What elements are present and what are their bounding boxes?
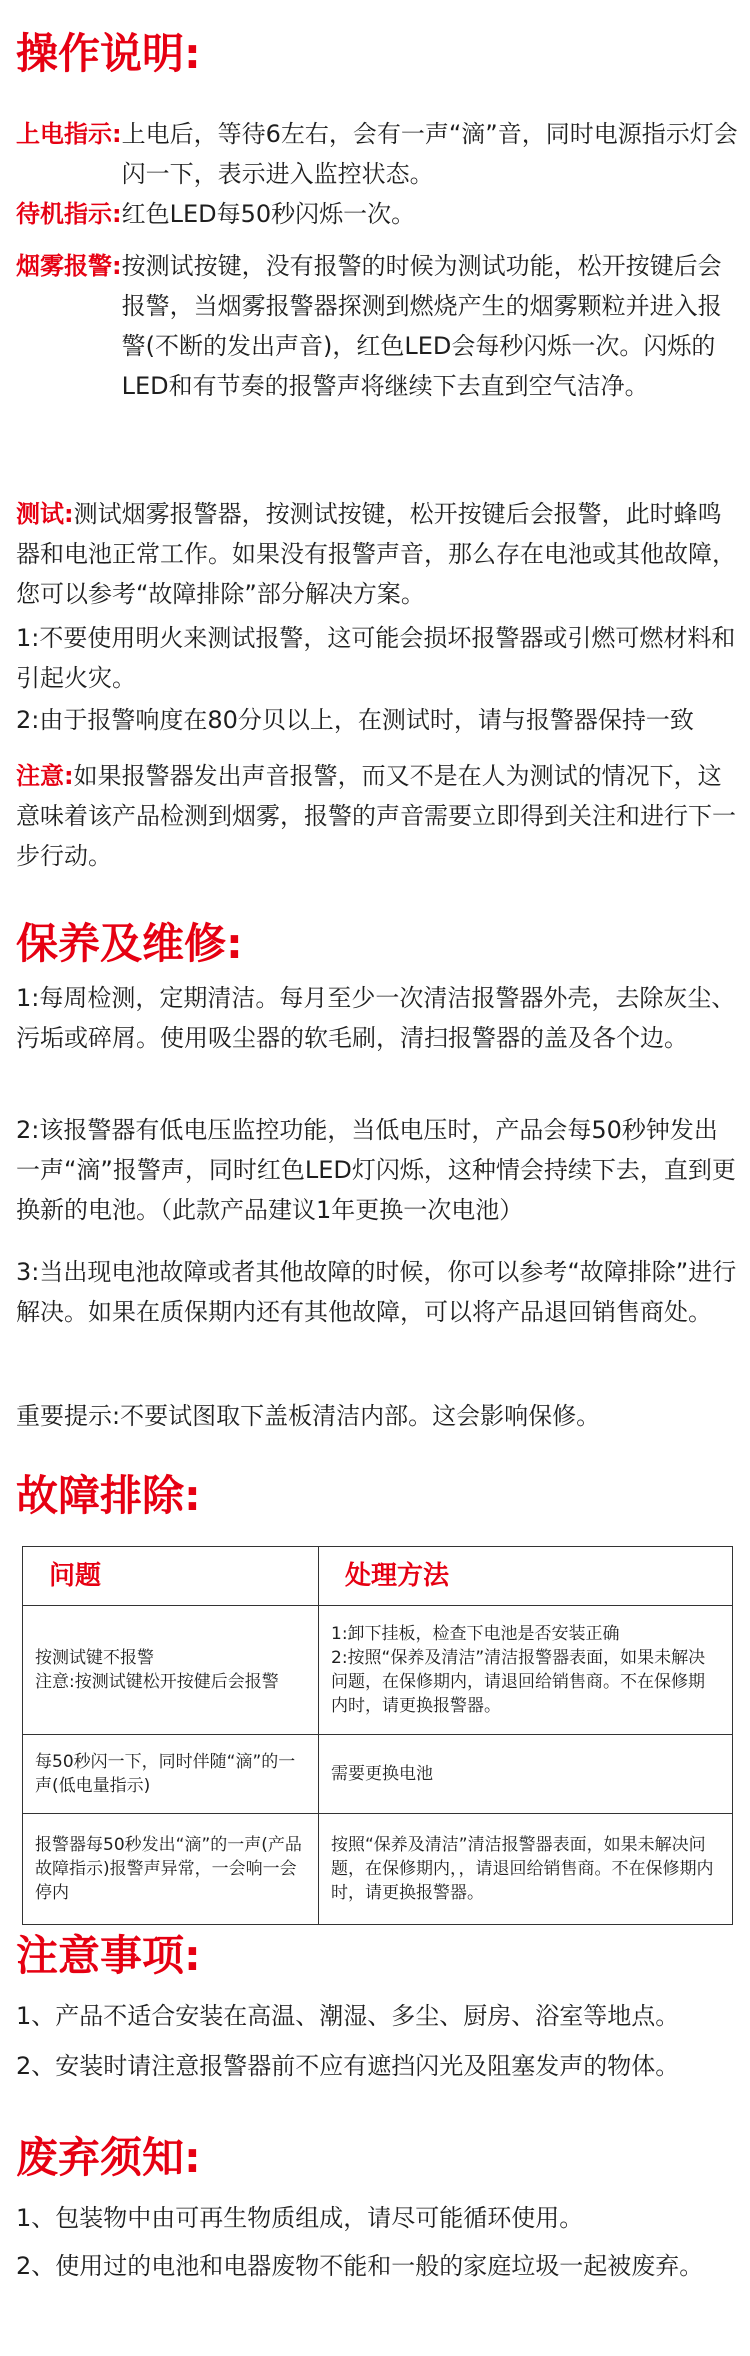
troubleshooting-title: 故障排除:	[16, 1471, 201, 1520]
table-row	[23, 1735, 733, 1814]
operation-title: 操作说明:	[16, 29, 201, 78]
notes-title: 注意事项:	[16, 1931, 201, 1980]
power-indicator-section	[16, 114, 738, 194]
problem-cell: 每50秒闪一下，同时伴随“滴”的一声(低电量指示)	[23, 1735, 319, 1814]
troubleshooting-table	[22, 1546, 733, 1925]
smoke-alarm-section	[16, 246, 738, 406]
test-text: 测试烟雾报警器，按测试按键，松开按键后会报警，此时蜂鸣器和电池正常工作。如果没有报警声音，那么存在电池或其他故障，您可以参考“故障排除”部分解决方案。	[16, 500, 736, 608]
test-paragraph	[16, 494, 738, 614]
attention-text: 如果报警器发出声音报警，而又不是在人为测试的情况下，这意味着该产品检测到烟雾，报警的声音需要立即得到关注和进行下一步行动。	[16, 762, 736, 870]
problem-cell: 报警器每50秒发出“滴”的一声(产品故障指示)报警声异常，一会响一会停内	[23, 1814, 319, 1925]
attention-paragraph	[16, 756, 738, 876]
solution-step-1: 1:卸下挂板，检查下电池是否安装正确	[331, 1624, 620, 1644]
solution-column-header: 处理方法	[319, 1547, 733, 1606]
solution-cell: 按照“保养及清洁”清洁报警器表面，如果未解决问题，在保修期内，，请退回给销售商。不在保修期内时，请更换报警器。	[319, 1814, 733, 1925]
standby-indicator-text: 红色LED每50秒闪烁一次。	[121, 200, 416, 228]
test-note-1: 1:不要使用明火来测试报警，这可能会损坏报警器或引燃可燃材料和引起火灾。	[16, 624, 736, 692]
problem-text: 按测试键不报警	[35, 1648, 154, 1668]
problem-column-header: 问题	[23, 1547, 319, 1606]
notes-item-2: 2、安装时请注意报警器前不应有遮挡闪光及阻塞发声的物体。	[16, 2052, 680, 2080]
table-row	[23, 1814, 733, 1925]
smoke-alarm-text: 按测试按键，没有报警的时候为测试功能，松开按键后会报警，当烟雾报警器探测到燃烧产生的烟雾颗粒并进入报警(不断的发出声音)，红色LED会每秒闪烁一次。闪烁的LED和有节奏的报警声将继续下去直到空气洁净。	[121, 252, 722, 400]
attention-label: 注意:	[16, 762, 74, 790]
standby-indicator-label: 待机指示:	[16, 200, 122, 228]
solution-cell: 需要更换电池	[319, 1735, 733, 1814]
test-label: 测试:	[16, 500, 74, 528]
disposal-item-2: 2、使用过的电池和电器废物不能和一般的家庭垃圾一起被废弃。	[16, 2252, 704, 2280]
maintenance-item-2: 2:该报警器有低电压监控功能，当低电压时，产品会每50秒钟发出一声“滴”报警声，同时红色LED灯闪烁，这种情会持续下去，直到更换新的电池。（此款产品建议1年更换一次电池）	[16, 1116, 736, 1224]
solution-step-2: 2:按照“保养及清洁”清洁报警器表面，如果未解决问题，在保修期内，请退回给销售商。不在保修期内时，请更换报警器。	[331, 1648, 706, 1716]
problem-note: 注意:按测试键松开按健后会报警	[35, 1672, 279, 1692]
notes-item-1: 1、产品不适合安装在高温、潮湿、多尘、厨房、浴室等地点。	[16, 2002, 680, 2030]
power-indicator-text: 上电后，等待6左右，会有一声“滴”音，同时电源指示灯会闪一下，表示进入监控状态。	[121, 120, 738, 188]
standby-indicator-section	[16, 194, 738, 234]
power-indicator-label: 上电指示:	[16, 120, 122, 148]
problem-cell	[23, 1606, 319, 1735]
maintenance-title: 保养及维修:	[16, 919, 243, 968]
table-row	[23, 1606, 733, 1735]
table-header-row	[23, 1547, 733, 1606]
smoke-alarm-label: 烟雾报警:	[16, 252, 122, 280]
maintenance-important: 重要提示:不要试图取下盖板清洁内部。这会影响保修。	[16, 1402, 601, 1430]
solution-cell	[319, 1606, 733, 1735]
disposal-item-1: 1、包装物中由可再生物质组成，请尽可能循环使用。	[16, 2204, 584, 2232]
test-note-2: 2:由于报警响度在80分贝以上，在测试时，请与报警器保持一致	[16, 706, 694, 734]
maintenance-item-1: 1:每周检测，定期清洁。每月至少一次清洁报警器外壳，去除灰尘、污垢或碎屑。使用吸尘器的软毛刷，清扫报警器的盖及各个边。	[16, 984, 736, 1052]
maintenance-item-3: 3:当出现电池故障或者其他故障的时候，你可以参考“故障排除”进行解决。如果在质保期内还有其他故障，可以将产品退回销售商处。	[16, 1258, 737, 1326]
disposal-title: 废弃须知:	[16, 2133, 201, 2182]
